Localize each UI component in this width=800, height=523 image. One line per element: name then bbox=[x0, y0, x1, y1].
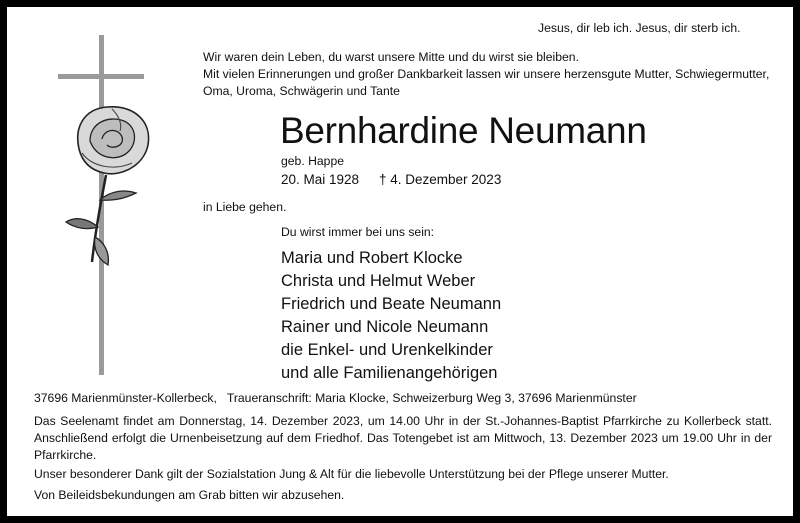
address-line: 37696 Marienmünster-Kollerbeck, Traueranschrift: Maria Klocke, Schweizerburg Weg 3, 37696 Marienmünster bbox=[34, 391, 637, 405]
deceased-name: Bernhardine Neumann bbox=[280, 110, 647, 151]
mourner-5: die Enkel- und Urenkelkinder bbox=[281, 341, 493, 359]
mourner-3: Friedrich und Beate Neumann bbox=[281, 295, 502, 313]
intro-line-1: Wir waren dein Leben, du warst unsere Mitte und du wirst sie bleiben. bbox=[203, 50, 579, 64]
mourner-4: Rainer und Nicole Neumann bbox=[281, 318, 489, 336]
motto: Jesus, dir leb ich. Jesus, dir sterb ich. bbox=[538, 21, 741, 35]
rose-icon bbox=[62, 97, 162, 297]
mourner-6: und alle Familienangehörigen bbox=[281, 364, 498, 382]
birth-date: 20. Mai 1928 bbox=[281, 172, 360, 187]
cross-horizontal-beam bbox=[58, 74, 144, 79]
service-paragraph: Das Seelenamt findet am Donnerstag, 14. Dezember 2023, um 14.00 Uhr in der St.-Johannes-Baptist Pfarrkirche zu Kollerbeck statt. Anschließend erfolgt die Urnenbeisetzung auf dem Friedhof. Das Totengebet ist am Mittwoch, 13. Dezember 2023 um 19.00 Uhr in der Pfarrkirche. bbox=[34, 414, 772, 462]
in-love-text: in Liebe gehen. bbox=[203, 200, 287, 214]
condolences-text: Von Beileidsbekundungen am Grab bitten wir abzusehen. bbox=[34, 488, 345, 502]
intro-line-3: Oma, Uroma, Schwägerin und Tante bbox=[203, 84, 400, 98]
intro-line-2: Mit vielen Erinnerungen und großer Dankbarkeit lassen wir unsere herzensgute Mutter, Schwiegermutter, bbox=[203, 67, 770, 81]
death-date: † 4. Dezember 2023 bbox=[379, 172, 502, 187]
always-with-text: Du wirst immer bei uns sein: bbox=[281, 225, 435, 239]
mourner-2: Christa und Helmut Weber bbox=[281, 272, 476, 290]
thanks-text: Unser besonderer Dank gilt der Sozialstation Jung & Alt für die liebevolle Unterstützung bei der Pflege unserer Mutter. bbox=[34, 467, 669, 481]
maiden-name: geb. Happe bbox=[281, 154, 345, 168]
mourner-1: Maria und Robert Klocke bbox=[281, 249, 463, 267]
